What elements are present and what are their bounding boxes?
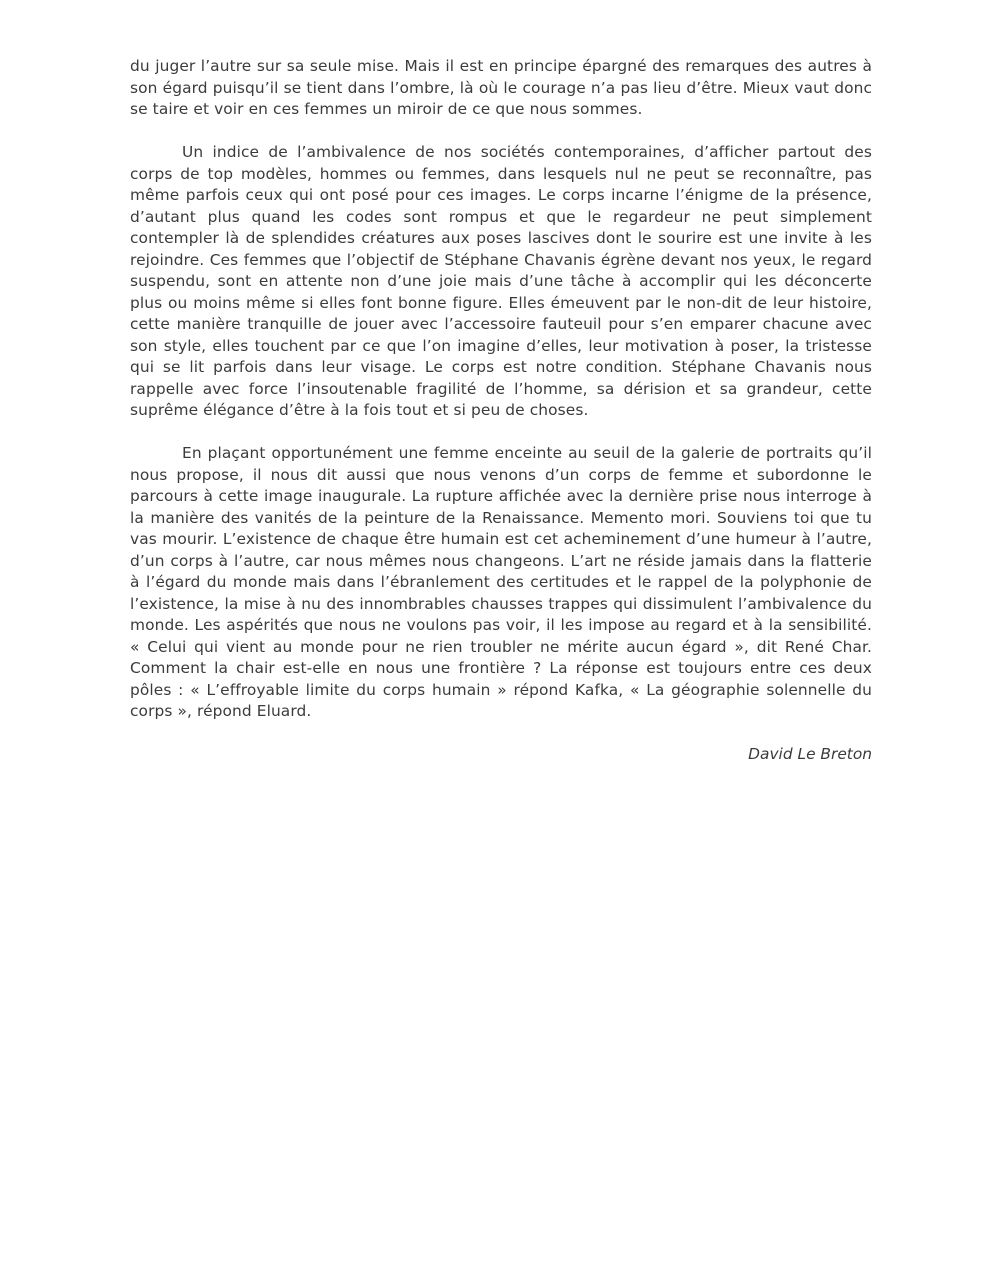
paragraph-femme-enceinte: En plaçant opportunément une femme enceinte au seuil de la galerie de portraits qu’il nous propose, il nous dit aussi que nous venons d’un corps de femme et subordonne le parcours à cette image inaugurale. La rupture affichée avec la dernière prise nous interroge à la manière des vanités de la peinture de la Renaissance. Memento mori. Souviens toi que tu vas mourir. L’existence de chaque être humain est cet acheminement d’une humeur à l’autre, d’un corps à l’autre, car nous mêmes nous changeons. L’art ne réside jamais dans la flatterie à l’égard du monde mais dans l’ébranlement des certitudes et le rappel de la polyphonie de l’existence, la mise à nu des innombrables chausses trappes qui dissimulent l’ambivalence du monde. Les aspérités que nous ne voulons pas voir, il les impose au regard et à la sensibilité. « Celui qui vient au monde pour ne rien troubler ne mérite aucun égard », dit René Char. Comment la chair est-elle en nous une frontière ? La réponse est toujours entre ces deux pôles : « L’effroyable limite du corps humain » répond Kafka, « La géographie solennelle du corps », répond Eluard. (130, 444, 872, 720)
text-block (130, 56, 872, 766)
paragraph-ambivalence: Un indice de l’ambivalence de nos sociétés contemporaines, d’afficher partout des corps de top modèles, hommes ou femmes, dans lesquels nul ne peut se reconnaître, pas même parfois ceux qui ont posé pour ces images. Le corps incarne l’énigme de la présence, d’autant plus quand les codes sont rompus et que le regardeur ne peut simplement contempler là de splendides créatures aux poses lascives dont le sourire est une invite à les rejoindre. Ces femmes que l’objectif de Stéphane Chavanis égrène devant nos yeux, le regard suspendu, sont en attente non d’une joie mais d’une tâche à accomplir qui les déconcerte plus ou moins même si elles font bonne figure. Elles émeuvent par le non-dit de leur histoire, cette manière tranquille de jouer avec l’accessoire fauteuil pour s’en emparer chacune avec son style, elles touchent par ce que l’on imagine d’elles, leur motivation à poser, la tristesse qui se lit parfois dans leur visage. Le corps est notre condition. Stéphane Chavanis nous rappelle avec force l’insoutenable fragilité de l’homme, sa dérision et sa grandeur, cette suprême élégance d’être à la fois tout et si peu de choses. (130, 143, 872, 419)
author-signature: David Le Breton (748, 745, 872, 763)
paragraph-continuation: du juger l’autre sur sa seule mise. Mais il est en principe épargné des remarques des autres à son égard puisqu’il se tient dans l’ombre, là où le courage n’a pas lieu d’être. Mieux vaut donc se taire et voir en ces femmes un miroir de ce que nous sommes. (130, 57, 872, 118)
